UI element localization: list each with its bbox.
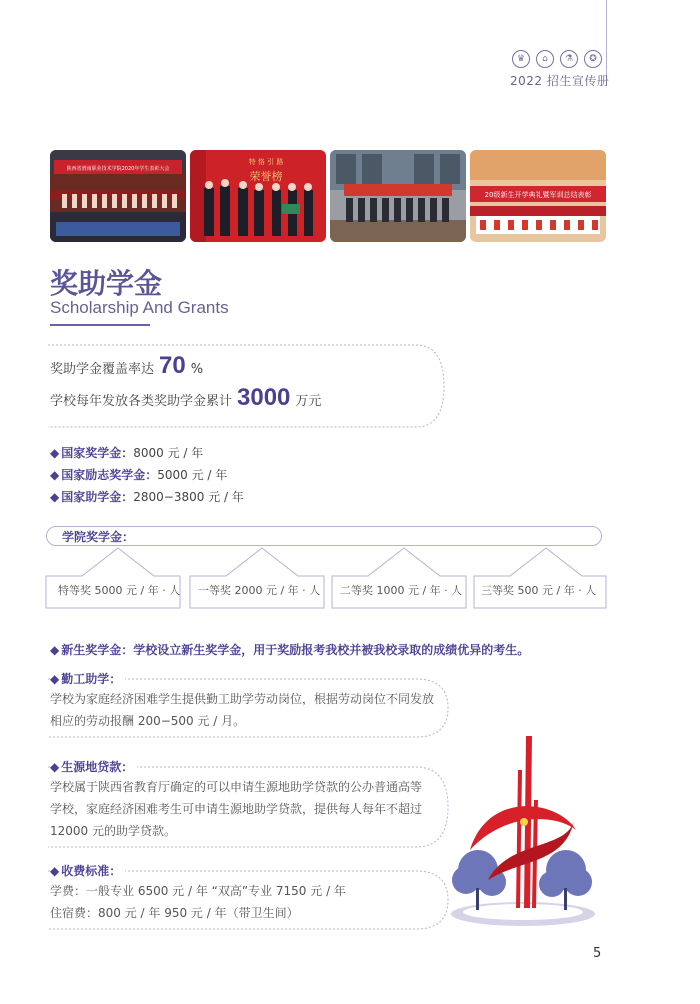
medal-icon: ✪ xyxy=(584,50,602,68)
loan-text: 学校属于陕西省教育厅确定的可以申请生源地助学贷款的公办普通高等 学校，家庭经济困难考生可申请生源地助学贷款，提供每人每年不超过 12000 元的助学贷款。 xyxy=(50,780,423,838)
coverage-unit: % xyxy=(190,362,204,377)
diamond-bullet-icon: ◆ xyxy=(50,490,60,504)
campus-sculpture-illustration xyxy=(448,730,598,930)
diamond-bullet-icon: ◆ xyxy=(50,864,60,878)
diamond-bullet-icon: ◆ xyxy=(50,468,60,482)
fees-title: ◆ 收费标准： xyxy=(50,862,125,879)
college-scholarship-label: 学院奖学金： xyxy=(62,530,135,544)
photo-outdoor-group xyxy=(330,150,466,242)
diamond-bullet-icon: ◆ xyxy=(50,446,60,460)
work-study-title: ◆ 勤工助学： xyxy=(50,670,125,687)
page-number: 5 xyxy=(593,946,602,961)
building-icon: ⌂ xyxy=(536,50,554,68)
fees-text: 学费：一般专业 6500 元 / 年 “双高”专业 7150 元 / 年 住宿费：800 元 / 年 950 元 / 年（带卫生间） xyxy=(50,884,346,920)
photo-honor-board xyxy=(190,150,326,242)
tier-first: 一等奖 2000 元 / 年 · 人 xyxy=(198,584,321,597)
tier-third: 三等奖 500 元 / 年 · 人 xyxy=(481,584,597,597)
freshman-scholarship: ◆ 新生奖学金：学校设立新生奖学金，用于奖励报考我校并被我校录取的成绩优异的考生。 xyxy=(50,643,530,657)
header-icons xyxy=(512,50,602,68)
tier-second: 二等奖 1000 元 / 年 · 人 xyxy=(340,584,463,597)
work-study-text: 学校为家庭经济困难学生提供勤工助学劳动岗位，根据劳动岗位不同发放 相应的劳动报酬 200−500 元 / 月。 xyxy=(50,692,435,728)
national-grant: ◆ 国家助学金：2800−3800 元 / 年 xyxy=(50,490,244,504)
diamond-bullet-icon: ◆ xyxy=(50,643,60,657)
coverage-value: 70 xyxy=(159,352,186,379)
brochure-title: 2022 招生宣传册 xyxy=(510,74,610,88)
diamond-bullet-icon: ◆ xyxy=(50,672,60,686)
section-title-cn: 奖助学金 xyxy=(50,267,163,300)
diamond-bullet-icon: ◆ xyxy=(50,760,60,774)
total-unit: 万元 xyxy=(295,394,322,409)
section-title-en: Scholarship And Grants xyxy=(50,298,229,317)
microscope-icon: ⚗ xyxy=(560,50,578,68)
photo-banner-text: 荣誉榜 xyxy=(249,170,283,183)
tier-special: 特等奖 5000 元 / 年 · 人 xyxy=(58,584,181,597)
total-value: 3000 xyxy=(237,384,291,411)
national-encouragement: ◆ 国家励志奖学金：5000 元 / 年 xyxy=(50,468,228,482)
college-tier-boxes xyxy=(44,544,608,612)
photo-banner-text: 20级新生开学典礼暨军训总结表彰 xyxy=(484,191,592,199)
trophy-icon: ♛ xyxy=(512,50,530,68)
coverage-rate xyxy=(50,352,203,380)
photo-award-ceremony xyxy=(50,150,186,242)
total-prefix: 学校每年发放各类奖助学金累计 xyxy=(50,394,233,409)
coverage-prefix: 奖助学金覆盖率达 xyxy=(50,362,155,377)
loan-title: ◆ 生源地贷款： xyxy=(50,758,137,775)
svg-text:特 恪 引 路: 特 恪 引 路 xyxy=(248,158,284,166)
photo-banner-text: 陕西省渭南职业技术学院2020年学生表彰大会 xyxy=(66,166,170,172)
national-scholarship: ◆ 国家奖学金：8000 元 / 年 xyxy=(50,446,204,460)
photo-opening-ceremony xyxy=(470,150,606,242)
title-underline xyxy=(50,324,150,326)
total-amount xyxy=(50,384,321,412)
